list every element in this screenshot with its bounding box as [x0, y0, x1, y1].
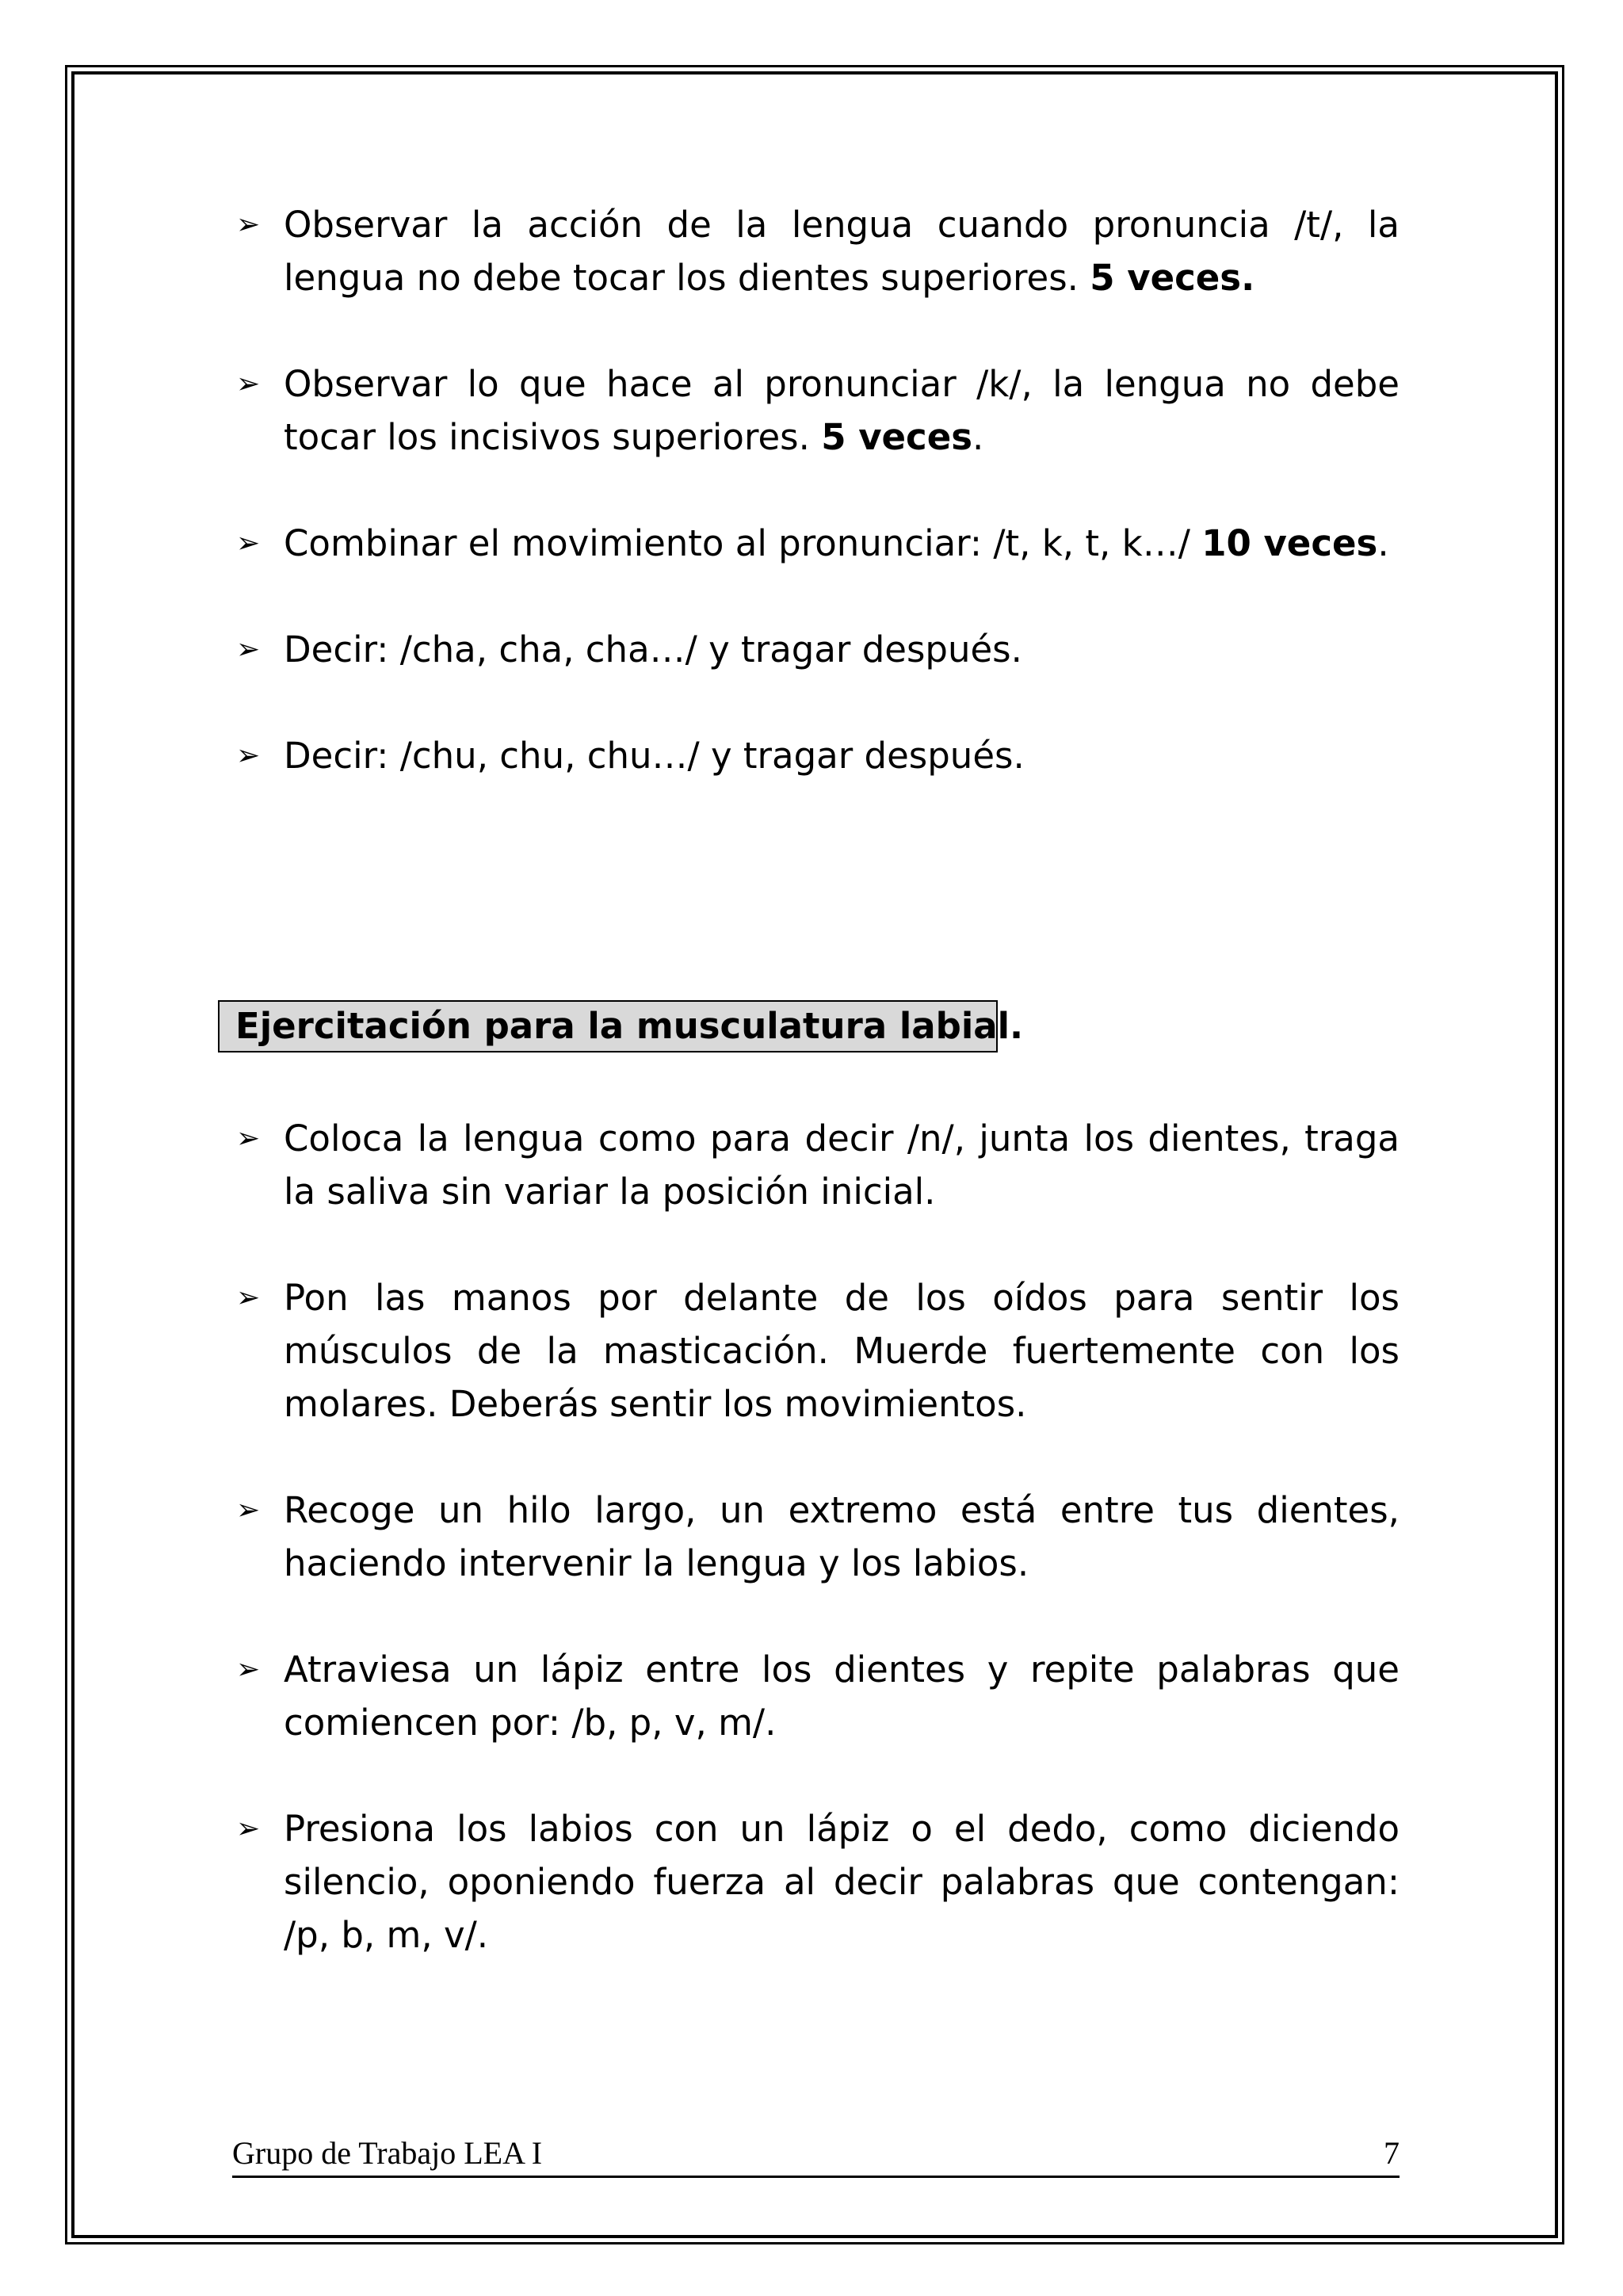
list-item: ➢ Observar la acción de la lengua cuando pronuncia /t/, la lengua no debe tocar los dientes superiores. 5 veces.	[284, 198, 1400, 304]
list-item: ➢ Decir: /cha, cha, cha…/ y tragar después.	[284, 623, 1400, 676]
arrow-bullet-icon: ➢	[236, 527, 261, 560]
arrow-bullet-icon: ➢	[236, 1494, 261, 1526]
list-item: ➢ Recoge un hilo largo, un extremo está entre tus dientes, haciendo intervenir la lengua y los labios.	[284, 1484, 1400, 1590]
list-item: ➢ Combinar el movimiento al pronunciar: /t, k, t, k…/ 10 veces.	[284, 517, 1400, 570]
exercise-list-tongue	[236, 198, 1400, 835]
footer-title: Grupo de Trabajo LEA I	[232, 2135, 543, 2171]
arrow-bullet-icon: ➢	[236, 208, 261, 241]
list-item: ➢ Coloca la lengua como para decir /n/, junta los dientes, traga la saliva sin variar la posición inicial.	[284, 1112, 1400, 1218]
list-item: ➢ Observar lo que hace al pronunciar /k/, la lengua no debe tocar los incisivos superiores. 5 veces.	[284, 357, 1400, 464]
section-heading: Ejercitación para la musculatura labial.	[218, 1000, 998, 1052]
list-item: ➢ Presiona los labios con un lápiz o el dedo, como diciendo silencio, oponiendo fuerza al decir palabras que contengan: /p, b, m, v/.	[284, 1802, 1400, 1962]
page-number: 7	[1384, 2135, 1400, 2171]
arrow-bullet-icon: ➢	[236, 368, 261, 400]
arrow-bullet-icon: ➢	[236, 739, 261, 772]
list-item: ➢ Atraviesa un lápiz entre los dientes y repite palabras que comiencen por: /b, p, v, m/.	[284, 1643, 1400, 1749]
arrow-bullet-icon: ➢	[236, 1282, 261, 1314]
arrow-bullet-icon: ➢	[236, 1653, 261, 1686]
page-footer	[232, 2134, 1400, 2178]
exercise-list-labial	[236, 1112, 1400, 2015]
list-item: ➢ Decir: /chu, chu, chu…/ y tragar después.	[284, 729, 1400, 782]
arrow-bullet-icon: ➢	[236, 1813, 261, 1845]
list-item: ➢ Pon las manos por delante de los oídos para sentir los músculos de la masticación. Muerde fuertemente con los molares. Deberás sentir los movimientos.	[284, 1271, 1400, 1431]
arrow-bullet-icon: ➢	[236, 1122, 261, 1155]
arrow-bullet-icon: ➢	[236, 633, 261, 666]
